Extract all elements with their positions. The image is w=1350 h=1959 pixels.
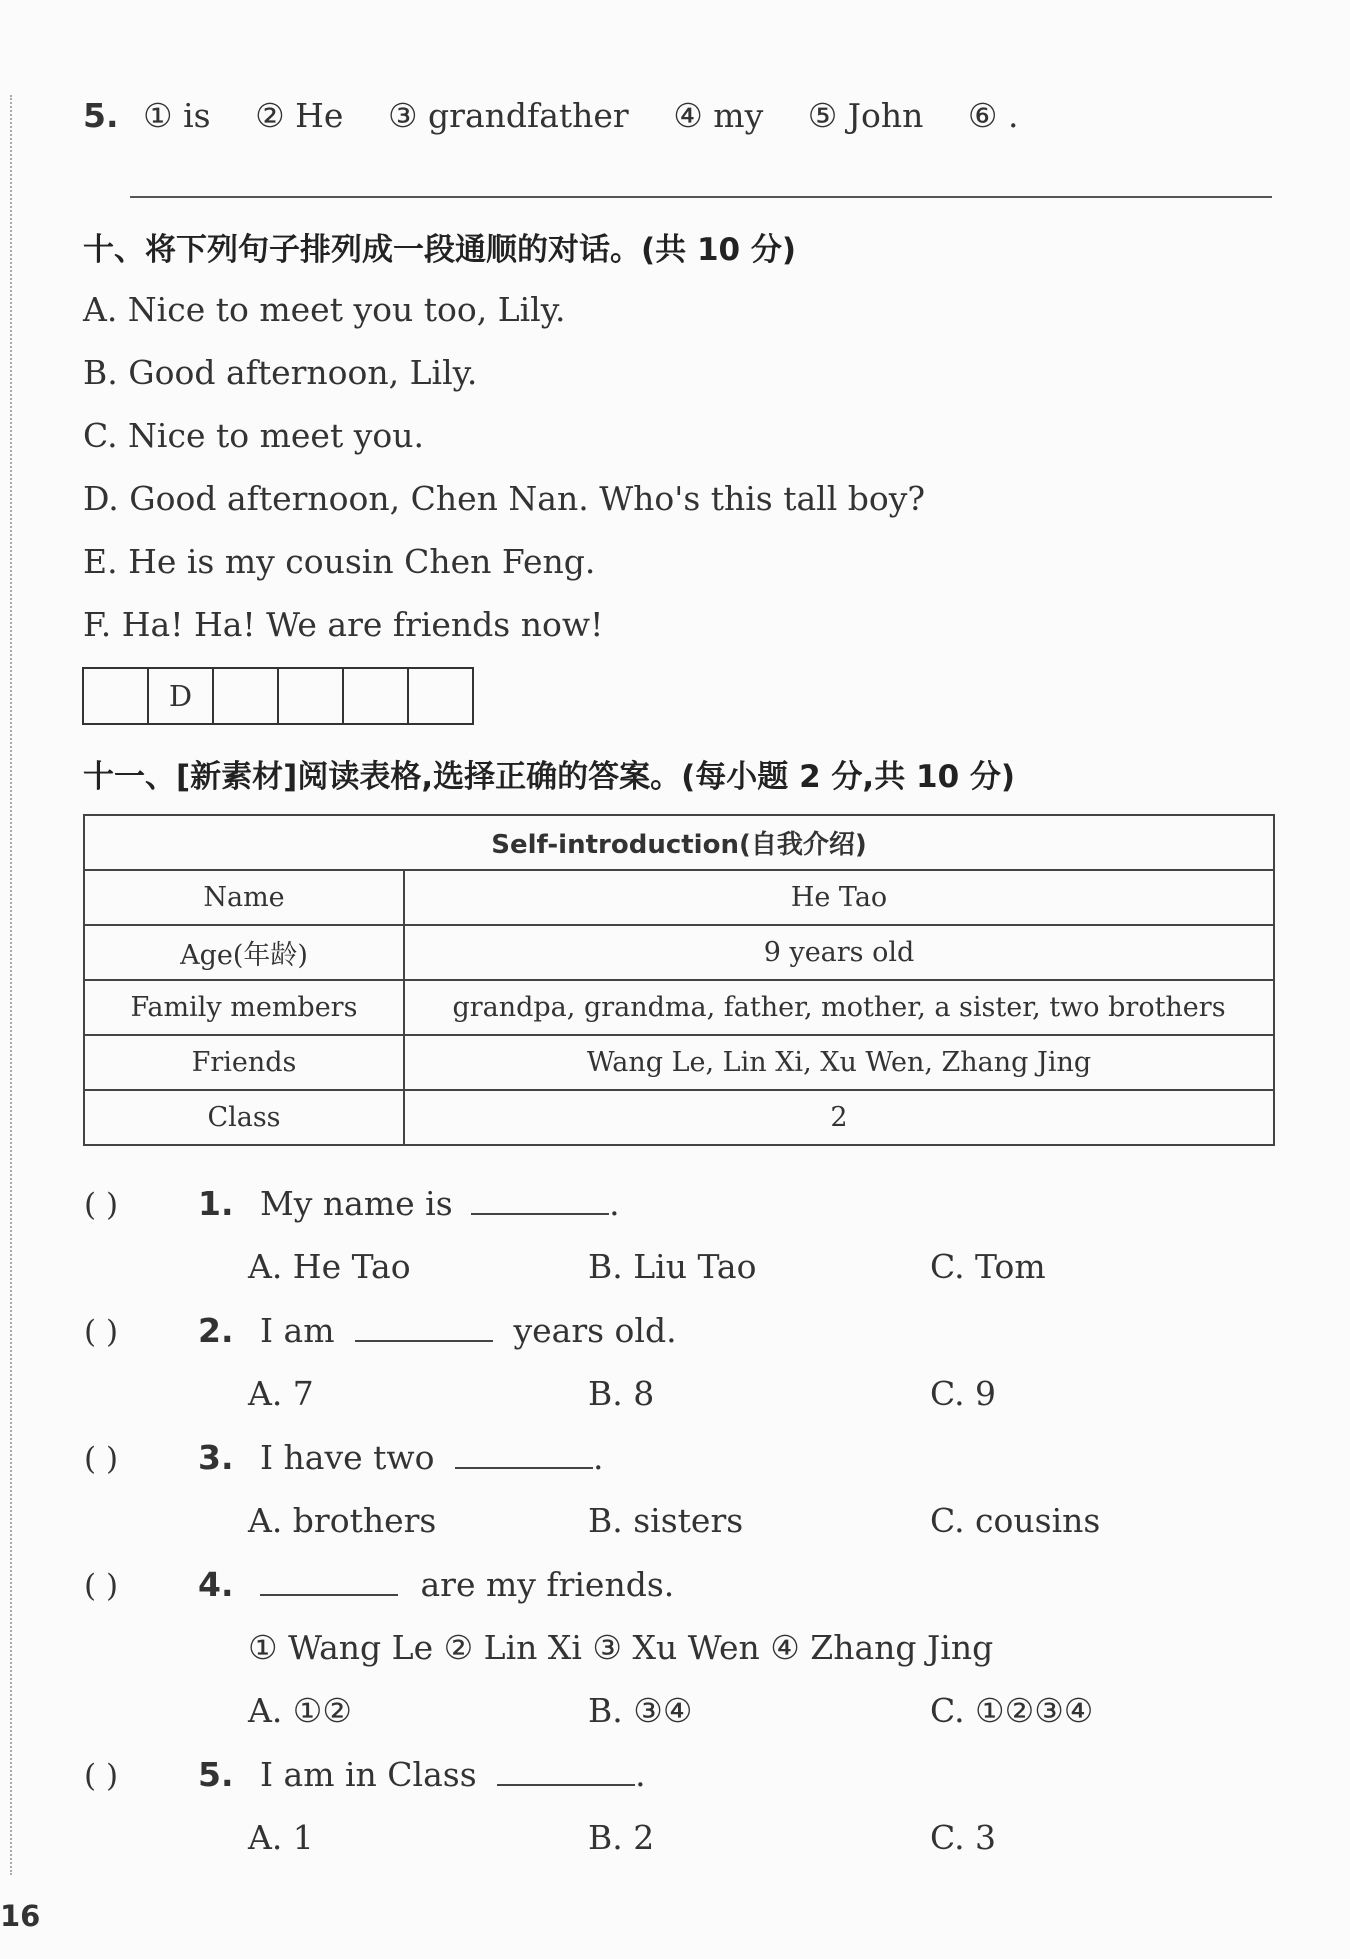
question-1 — [198, 1184, 620, 1223]
section-10-heading: 十、将下列句子排列成一段通顺的对话。(共 10 分) — [83, 232, 797, 268]
option-b[interactable]: B. 2 — [588, 1818, 655, 1857]
answer-paren[interactable]: ( ) — [84, 1187, 119, 1223]
order-answer-boxes — [82, 667, 474, 725]
option-a[interactable]: A. ①② — [248, 1691, 352, 1730]
question-text: I have two — [260, 1438, 435, 1477]
question-text-end: . — [609, 1184, 620, 1223]
friend-choices: ① Wang Le ② Lin Xi ③ Xu Wen ④ Zhang Jing — [248, 1628, 994, 1667]
question-text: I am — [260, 1311, 335, 1350]
blank[interactable] — [355, 1312, 493, 1342]
table-title: Self-introduction(自我介绍) — [84, 815, 1274, 870]
row-key: Name — [84, 870, 404, 925]
option-c[interactable]: C. ①②③④ — [930, 1691, 1094, 1730]
word-4: ④ my — [673, 96, 764, 135]
answer-cell[interactable] — [84, 669, 149, 723]
blank[interactable] — [471, 1185, 609, 1215]
question-number: 4. — [198, 1565, 234, 1604]
row-value: Wang Le, Lin Xi, Xu Wen, Zhang Jing — [404, 1035, 1274, 1090]
word-3: ③ grandfather — [387, 96, 629, 135]
answer-cell[interactable] — [344, 669, 409, 723]
option-a[interactable]: A. He Tao — [248, 1247, 411, 1286]
option-c[interactable]: C. 3 — [930, 1818, 997, 1857]
answer-paren[interactable]: ( ) — [84, 1568, 119, 1604]
reorder-question-5 — [83, 96, 1018, 135]
margin-dotted-line — [10, 95, 12, 1875]
answer-cell[interactable]: D — [149, 669, 214, 723]
row-key: Family members — [84, 980, 404, 1035]
self-introduction-table — [83, 814, 1275, 1146]
question-3 — [198, 1438, 604, 1477]
word-6: ⑥ . — [967, 96, 1019, 135]
table-row — [84, 1090, 1274, 1145]
page-number: 16 — [0, 1899, 41, 1933]
word-5: ⑤ John — [807, 96, 924, 135]
option-b[interactable]: B. ③④ — [588, 1691, 693, 1730]
row-value: grandpa, grandma, father, mother, a sister, two brothers — [404, 980, 1274, 1035]
question-number: 3. — [198, 1438, 234, 1477]
sentence-d: D. Good afternoon, Chen Nan. Who's this tall boy? — [83, 479, 926, 518]
row-value: 2 — [404, 1090, 1274, 1145]
sentence-e: E. He is my cousin Chen Feng. — [83, 542, 596, 581]
option-a[interactable]: A. 7 — [248, 1374, 314, 1413]
question-text: My name is — [260, 1184, 453, 1223]
table-row — [84, 1035, 1274, 1090]
question-text-end: . — [593, 1438, 604, 1477]
sentence-c: C. Nice to meet you. — [83, 416, 424, 455]
question-text-end: . — [635, 1755, 646, 1794]
option-b[interactable]: B. Liu Tao — [588, 1247, 757, 1286]
section-11-heading: 十一、[新素材]阅读表格,选择正确的答案。(每小题 2 分,共 10 分) — [83, 759, 1016, 795]
sentence-f: F. Ha! Ha! We are friends now! — [83, 605, 604, 644]
option-c[interactable]: C. 9 — [930, 1374, 997, 1413]
question-number: 5. — [83, 96, 119, 135]
option-b[interactable]: B. sisters — [588, 1501, 744, 1540]
question-number: 2. — [198, 1311, 234, 1350]
question-5 — [198, 1755, 646, 1794]
option-b[interactable]: B. 8 — [588, 1374, 655, 1413]
option-c[interactable]: C. Tom — [930, 1247, 1046, 1286]
question-text-end: years old. — [513, 1311, 677, 1350]
question-number: 5. — [198, 1755, 234, 1794]
blank[interactable] — [455, 1439, 593, 1469]
answer-cell[interactable] — [279, 669, 344, 723]
answer-paren[interactable]: ( ) — [84, 1441, 119, 1477]
question-2 — [198, 1311, 677, 1350]
answer-paren[interactable]: ( ) — [84, 1314, 119, 1350]
question-number: 1. — [198, 1184, 234, 1223]
answer-cell[interactable] — [409, 669, 472, 723]
row-key: Age(年龄) — [84, 925, 404, 980]
table-row — [84, 980, 1274, 1035]
option-a[interactable]: A. 1 — [248, 1818, 314, 1857]
table-row — [84, 925, 1274, 980]
row-key: Friends — [84, 1035, 404, 1090]
row-value: He Tao — [404, 870, 1274, 925]
sentence-b: B. Good afternoon, Lily. — [83, 353, 478, 392]
answer-line[interactable] — [130, 196, 1272, 198]
row-value: 9 years old — [404, 925, 1274, 980]
question-text: I am in Class — [260, 1755, 477, 1794]
option-c[interactable]: C. cousins — [930, 1501, 1101, 1540]
answer-paren[interactable]: ( ) — [84, 1758, 119, 1794]
word-2: ② He — [255, 96, 344, 135]
blank[interactable] — [497, 1756, 635, 1786]
table-row — [84, 870, 1274, 925]
question-4 — [198, 1565, 674, 1604]
option-a[interactable]: A. brothers — [248, 1501, 437, 1540]
blank[interactable] — [260, 1566, 398, 1596]
question-text-end: are my friends. — [420, 1565, 675, 1604]
answer-cell[interactable] — [214, 669, 279, 723]
word-1: ① is — [143, 96, 211, 135]
row-key: Class — [84, 1090, 404, 1145]
sentence-a: A. Nice to meet you too, Lily. — [83, 290, 566, 329]
